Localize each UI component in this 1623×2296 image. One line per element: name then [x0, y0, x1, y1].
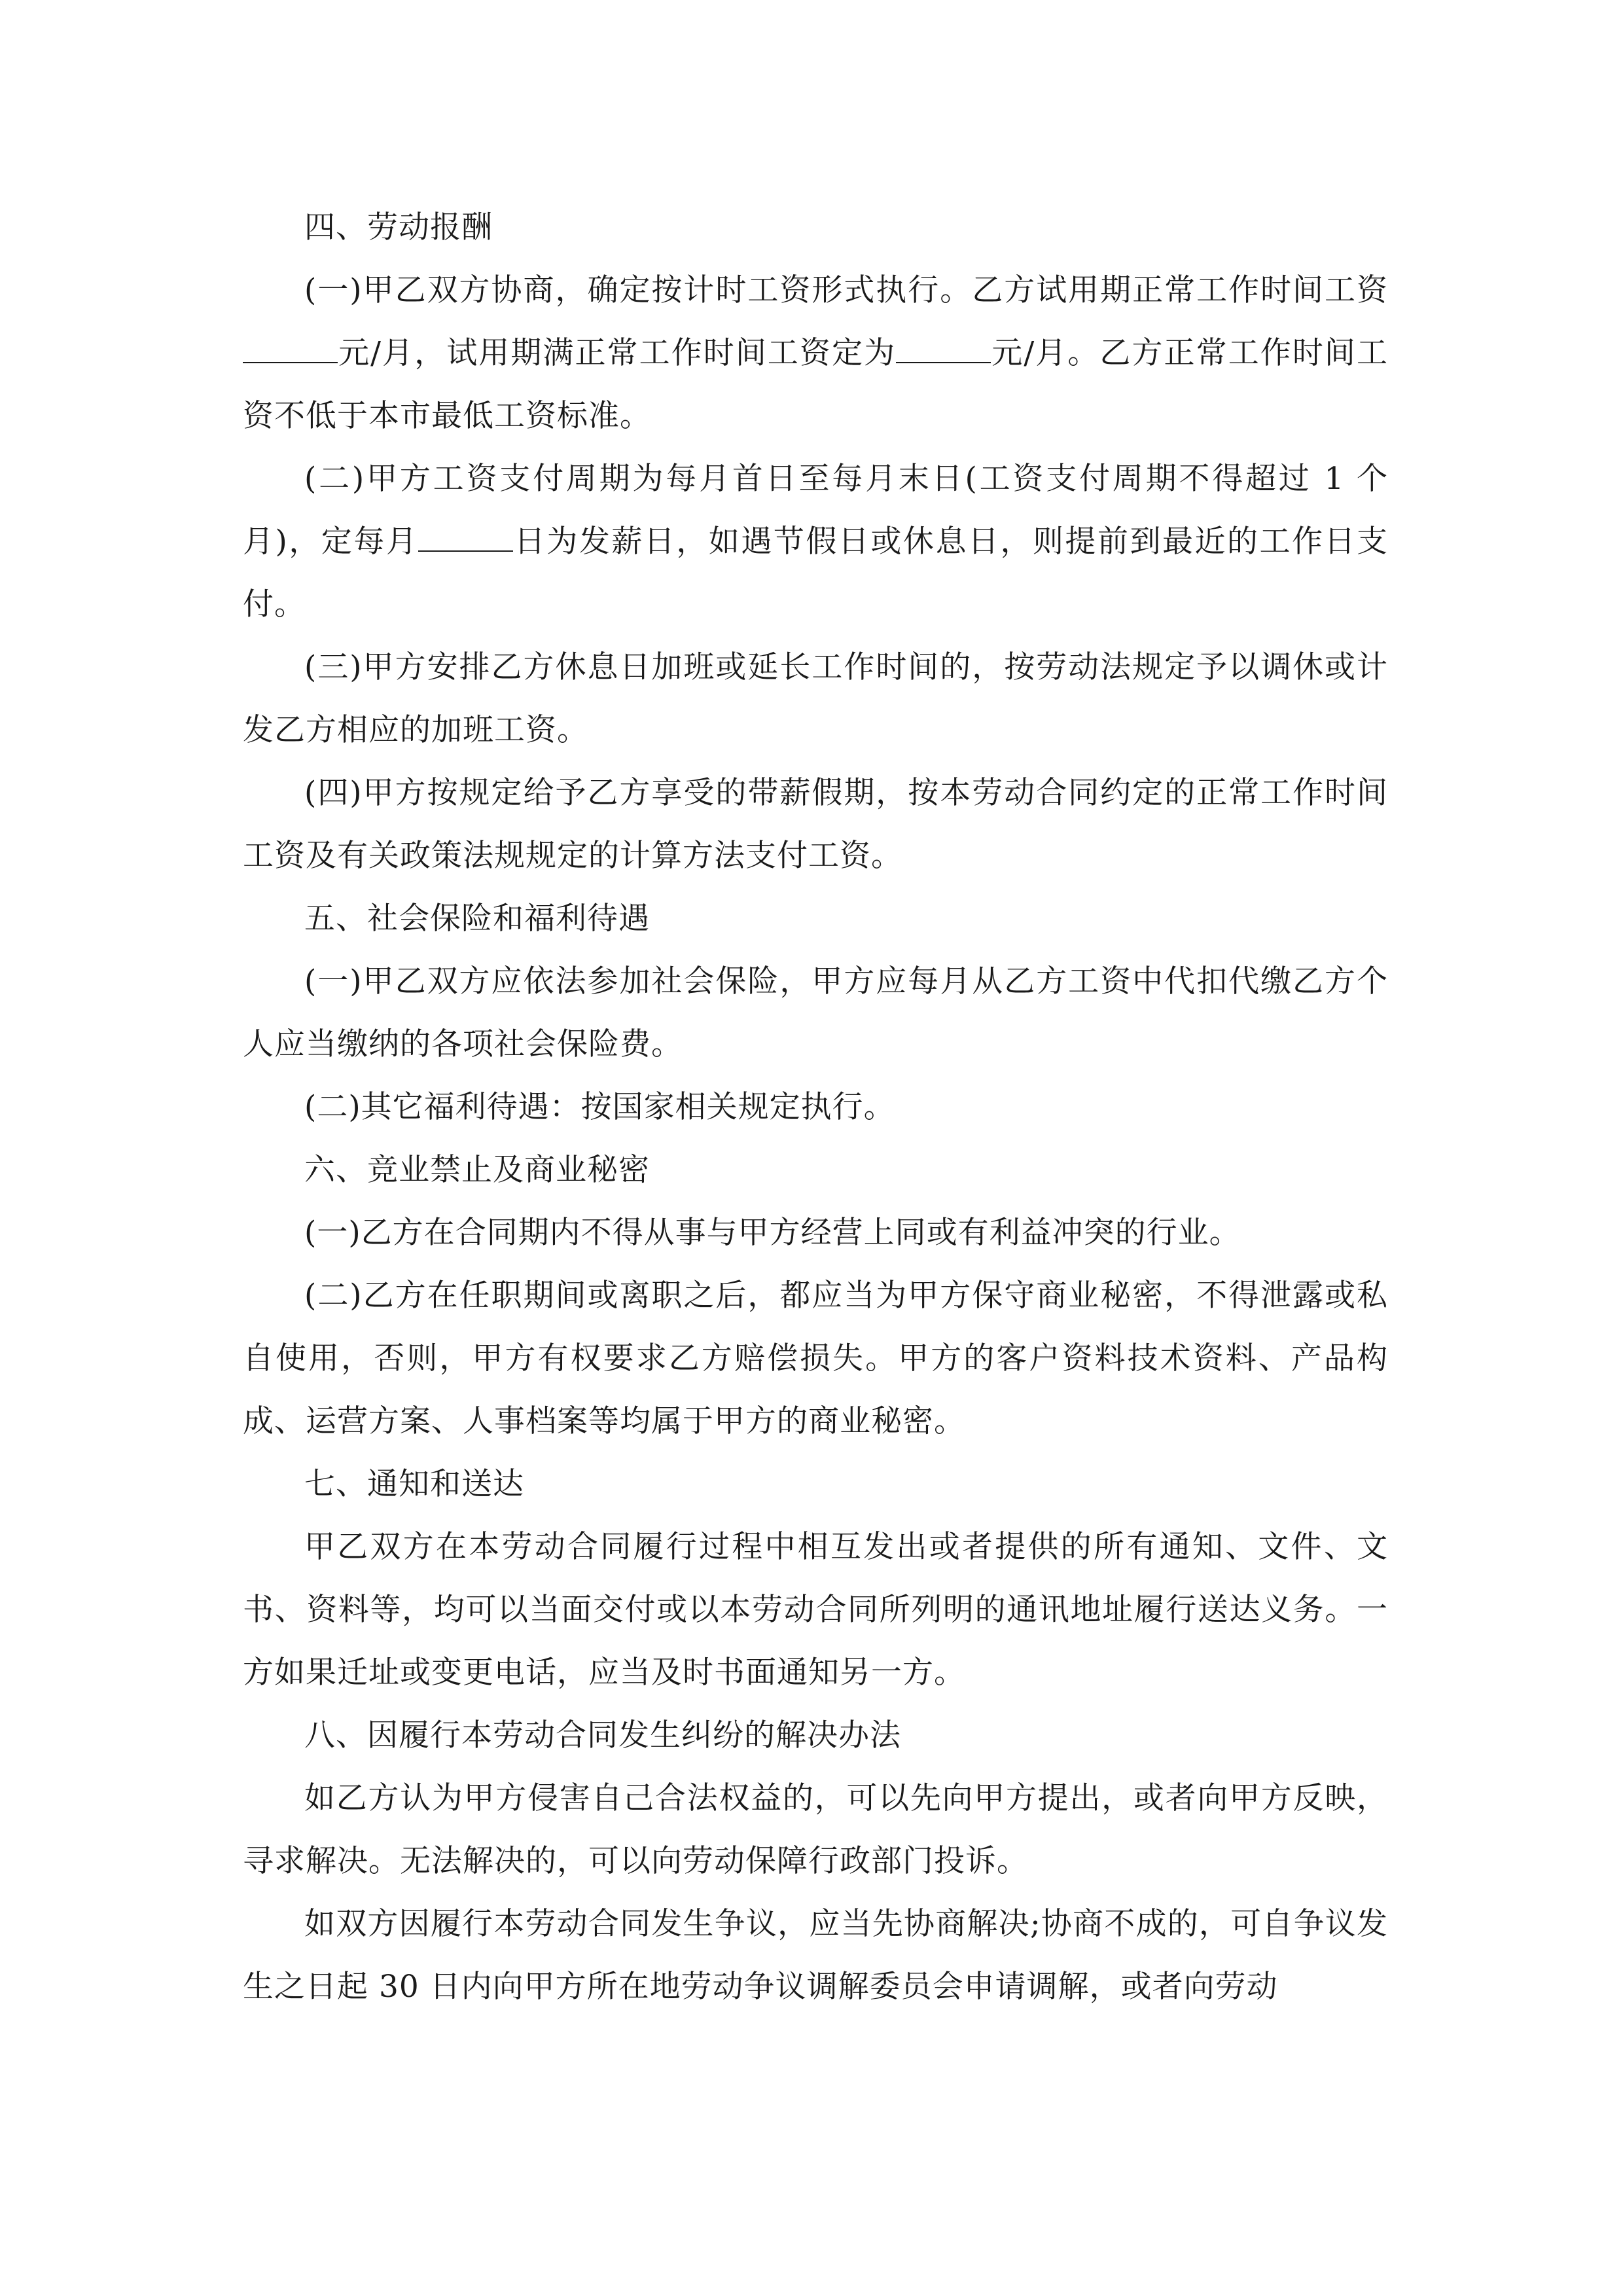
paragraph-text: (二)甲方工资支付周期为每月首日至每月末日(工资支付周期不得超过 1 个月)，定每月	[243, 461, 1388, 560]
paragraph-text: 日为发薪日，如遇节假日或休息日，则提前到最近的工作日支付。	[243, 524, 1389, 622]
paragraph-text: 元/月。乙方正常工作时间工资不低于本市最低工资标准。	[243, 335, 1388, 434]
section-heading-non-compete: 六、竞业禁止及商业秘密	[304, 1152, 650, 1188]
paragraph-other-benefits: (二)其它福利待遇：按国家相关规定执行。	[304, 1089, 895, 1125]
paragraph-text: 元/月，试用期满正常工作时间工资定为	[338, 335, 897, 371]
paragraph-paid-leave: (四)甲方按规定给予乙方享受的带薪假期，按本劳动合同约定的正常工作时间工资及有关政策法规规定的计算方法支付工资。	[243, 775, 1388, 874]
blank-regular-wage	[896, 336, 991, 363]
section-heading-labor-remuneration: 四、劳动报酬	[304, 209, 493, 245]
paragraph-complaint: 如乙方认为甲方侵害自己合法权益的，可以先向甲方提出，或者向甲方反映，寻求解决。无法解决的，可以向劳动保障行政部门投诉。	[243, 1780, 1388, 1879]
blank-pay-day	[418, 524, 513, 552]
paragraph-arbitration: 如双方因履行本劳动合同发生争议，应当先协商解决;协商不成的，可自争议发生之日起 30 日内向甲方所在地劳动争议调解委员会申请调解，或者向劳动	[243, 1906, 1388, 2005]
paragraph-text: (一)甲乙双方协商，确定按计时工资形式执行。乙方试用期正常工作时间工资	[304, 272, 1388, 308]
section-heading-dispute-resolution: 八、因履行本劳动合同发生纠纷的解决办法	[304, 1717, 901, 1753]
section-heading-notice: 七、通知和送达	[304, 1466, 524, 1502]
paragraph-pay-cycle	[243, 448, 1388, 636]
paragraph-wage-form	[243, 259, 1388, 448]
paragraph-social-insurance: (一)甲乙双方应依法参加社会保险，甲方应每月从乙方工资中代扣代缴乙方个人应当缴纳的各项社会保险费。	[243, 963, 1388, 1062]
paragraph-notice: 甲乙双方在本劳动合同履行过程中相互发出或者提供的所有通知、文件、文书、资料等，均可以当面交付或以本劳动合同所列明的通讯地址履行送达义务。一方如果迁址或变更电话，应当及时书面通知另一方。	[243, 1529, 1388, 1691]
blank-probation-wage	[243, 336, 338, 363]
section-heading-social-insurance: 五、社会保险和福利待遇	[304, 901, 650, 937]
paragraph-overtime: (三)甲方安排乙方休息日加班或延长工作时间的，按劳动法规定予以调休或计发乙方相应的加班工资。	[243, 649, 1388, 748]
paragraph-non-compete: (一)乙方在合同期内不得从事与甲方经营上同或有利益冲突的行业。	[304, 1215, 1241, 1251]
paragraph-trade-secrets: (二)乙方在任职期间或离职之后，都应当为甲方保守商业秘密，不得泄露或私自使用，否则，甲方有权要求乙方赔偿损失。甲方的客户资料技术资料、产品构成、运营方案、人事档案等均属于甲方的商业秘密。	[243, 1278, 1388, 1439]
document-body	[243, 196, 1388, 2018]
